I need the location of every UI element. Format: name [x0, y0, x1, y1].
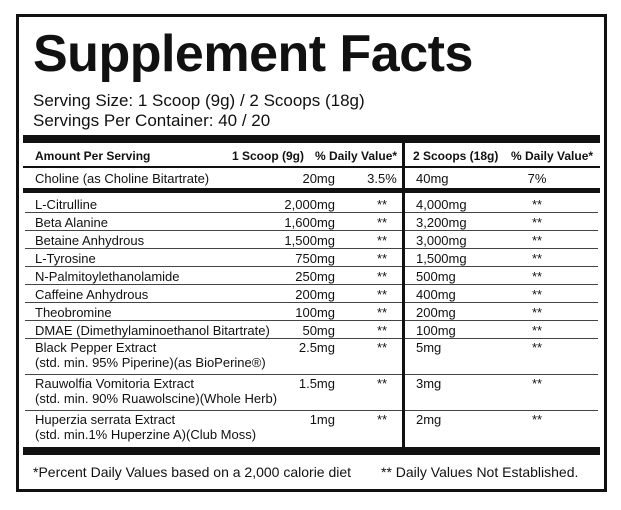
daily-value-1-scoop: **: [376, 197, 388, 212]
amount-2-scoops: 100mg: [416, 323, 456, 338]
thick-rule-top: [23, 135, 600, 143]
daily-value-2-scoops: **: [531, 269, 543, 284]
daily-value-1-scoop: **: [376, 412, 388, 427]
amount-2-scoops: 4,000mg: [416, 197, 467, 212]
ingredient-name: Huperzia serrata Extract: [35, 412, 176, 427]
ingredient-name: Theobromine: [35, 305, 112, 320]
header-1-scoop: 1 Scoop (9g): [232, 149, 305, 163]
daily-value-2-scoops: **: [531, 412, 543, 427]
daily-value-1-scoop: 3.5%: [367, 171, 397, 186]
amount-2-scoops: 3,200mg: [416, 215, 467, 230]
daily-value-2-scoops: **: [531, 340, 543, 355]
ingredient-name: L-Citrulline: [35, 197, 98, 212]
header-daily-value-2: % Daily Value*: [511, 149, 594, 163]
amount-2-scoops: 400mg: [416, 287, 456, 302]
footer: [33, 464, 579, 480]
supplement-facts-panel: [16, 14, 607, 492]
daily-value-2-scoops: **: [531, 233, 543, 248]
daily-value-1-scoop: **: [376, 269, 388, 284]
table-row: [25, 303, 598, 321]
ingredient-name: DMAE (Dimethylaminoethanol Bitartrate): [35, 323, 270, 338]
amount-2-scoops: 2mg: [416, 412, 442, 427]
table-row: [25, 285, 598, 303]
table-row: [25, 213, 598, 231]
footer-not-established: ** Daily Values Not Established.: [381, 464, 579, 480]
daily-value-2-scoops: **: [531, 305, 543, 320]
amount-2-scoops: 40mg: [416, 171, 449, 186]
table-row: [25, 231, 598, 249]
amount-1-scoop: 1,600mg: [284, 215, 335, 230]
ingredient-name: Rauwolfia Vomitoria Extract: [35, 376, 194, 391]
ingredient-name: Betaine Anhydrous: [35, 233, 145, 248]
amount-2-scoops: 200mg: [416, 305, 456, 320]
amount-2-scoops: 1,500mg: [416, 251, 467, 266]
daily-value-2-scoops: **: [531, 376, 543, 391]
daily-value-1-scoop: **: [376, 305, 388, 320]
amount-1-scoop: 2.5mg: [298, 340, 335, 355]
servings-per-container: Servings Per Container: 40 / 20: [33, 111, 271, 130]
ingredient-name: Choline (as Choline Bitartrate): [35, 171, 210, 186]
daily-value-2-scoops: **: [531, 197, 543, 212]
header-amount-per-serving: Amount Per Serving: [35, 149, 151, 163]
daily-value-2-scoops: 7%: [527, 171, 547, 186]
ingredient-standardization: (std. min.1% Huperzine A)(Club Moss): [35, 427, 257, 442]
amount-1-scoop: 750mg: [295, 251, 335, 266]
amount-2-scoops: 3mg: [416, 376, 442, 391]
daily-value-1-scoop: **: [376, 287, 388, 302]
ingredient-name: Beta Alanine: [35, 215, 109, 230]
table-row: [25, 321, 598, 339]
daily-value-1-scoop: **: [376, 251, 388, 266]
daily-value-1-scoop: **: [376, 323, 388, 338]
table-row: [25, 267, 598, 285]
daily-value-1-scoop: **: [376, 215, 388, 230]
amount-2-scoops: 5mg: [416, 340, 442, 355]
table-row: [25, 169, 598, 188]
amount-1-scoop: 100mg: [295, 305, 335, 320]
amount-2-scoops: 500mg: [416, 269, 456, 284]
table-row: [25, 411, 598, 451]
table-row: [25, 249, 598, 267]
footer-dv-note: *Percent Daily Values based on a 2,000 calorie diet: [33, 464, 352, 480]
table-row: [25, 339, 598, 375]
ingredient-name: N-Palmitoylethanolamide: [35, 269, 180, 284]
ingredient-name: Black Pepper Extract: [35, 340, 157, 355]
table-row: [25, 195, 598, 213]
daily-value-2-scoops: **: [531, 287, 543, 302]
daily-value-2-scoops: **: [531, 215, 543, 230]
amount-1-scoop: 1,500mg: [284, 233, 335, 248]
daily-value-2-scoops: **: [531, 251, 543, 266]
amount-1-scoop: 200mg: [295, 287, 335, 302]
amount-1-scoop: 50mg: [302, 323, 335, 338]
ingredient-name: Caffeine Anhydrous: [35, 287, 149, 302]
thick-rule-bottom: [23, 447, 600, 455]
daily-value-1-scoop: **: [376, 376, 388, 391]
ingredient-name: L-Tyrosine: [35, 251, 96, 266]
daily-value-2-scoops: **: [531, 323, 543, 338]
header-rule: [23, 166, 600, 168]
header-daily-value-1: % Daily Value*: [315, 149, 398, 163]
amount-1-scoop: 20mg: [302, 171, 335, 186]
table-row: [25, 375, 598, 411]
daily-value-1-scoop: **: [376, 340, 388, 355]
thick-rule-middle: [23, 188, 600, 193]
ingredient-standardization: (std. min. 90% Ruawolscine)(Whole Herb): [35, 391, 278, 406]
serving-size: Serving Size: 1 Scoop (9g) / 2 Scoops (18g): [33, 91, 365, 110]
ingredient-standardization: (std. min. 95% Piperine)(as BioPerine®): [35, 355, 266, 370]
amount-2-scoops: 3,000mg: [416, 233, 467, 248]
amount-1-scoop: 1.5mg: [298, 376, 335, 391]
column-divider: [402, 143, 405, 447]
header-2-scoops: 2 Scoops (18g): [413, 149, 499, 163]
amount-1-scoop: 250mg: [295, 269, 335, 284]
amount-1-scoop: 2,000mg: [284, 197, 335, 212]
daily-value-1-scoop: **: [376, 233, 388, 248]
panel-title: Supplement Facts: [33, 25, 473, 83]
amount-1-scoop: 1mg: [309, 412, 335, 427]
